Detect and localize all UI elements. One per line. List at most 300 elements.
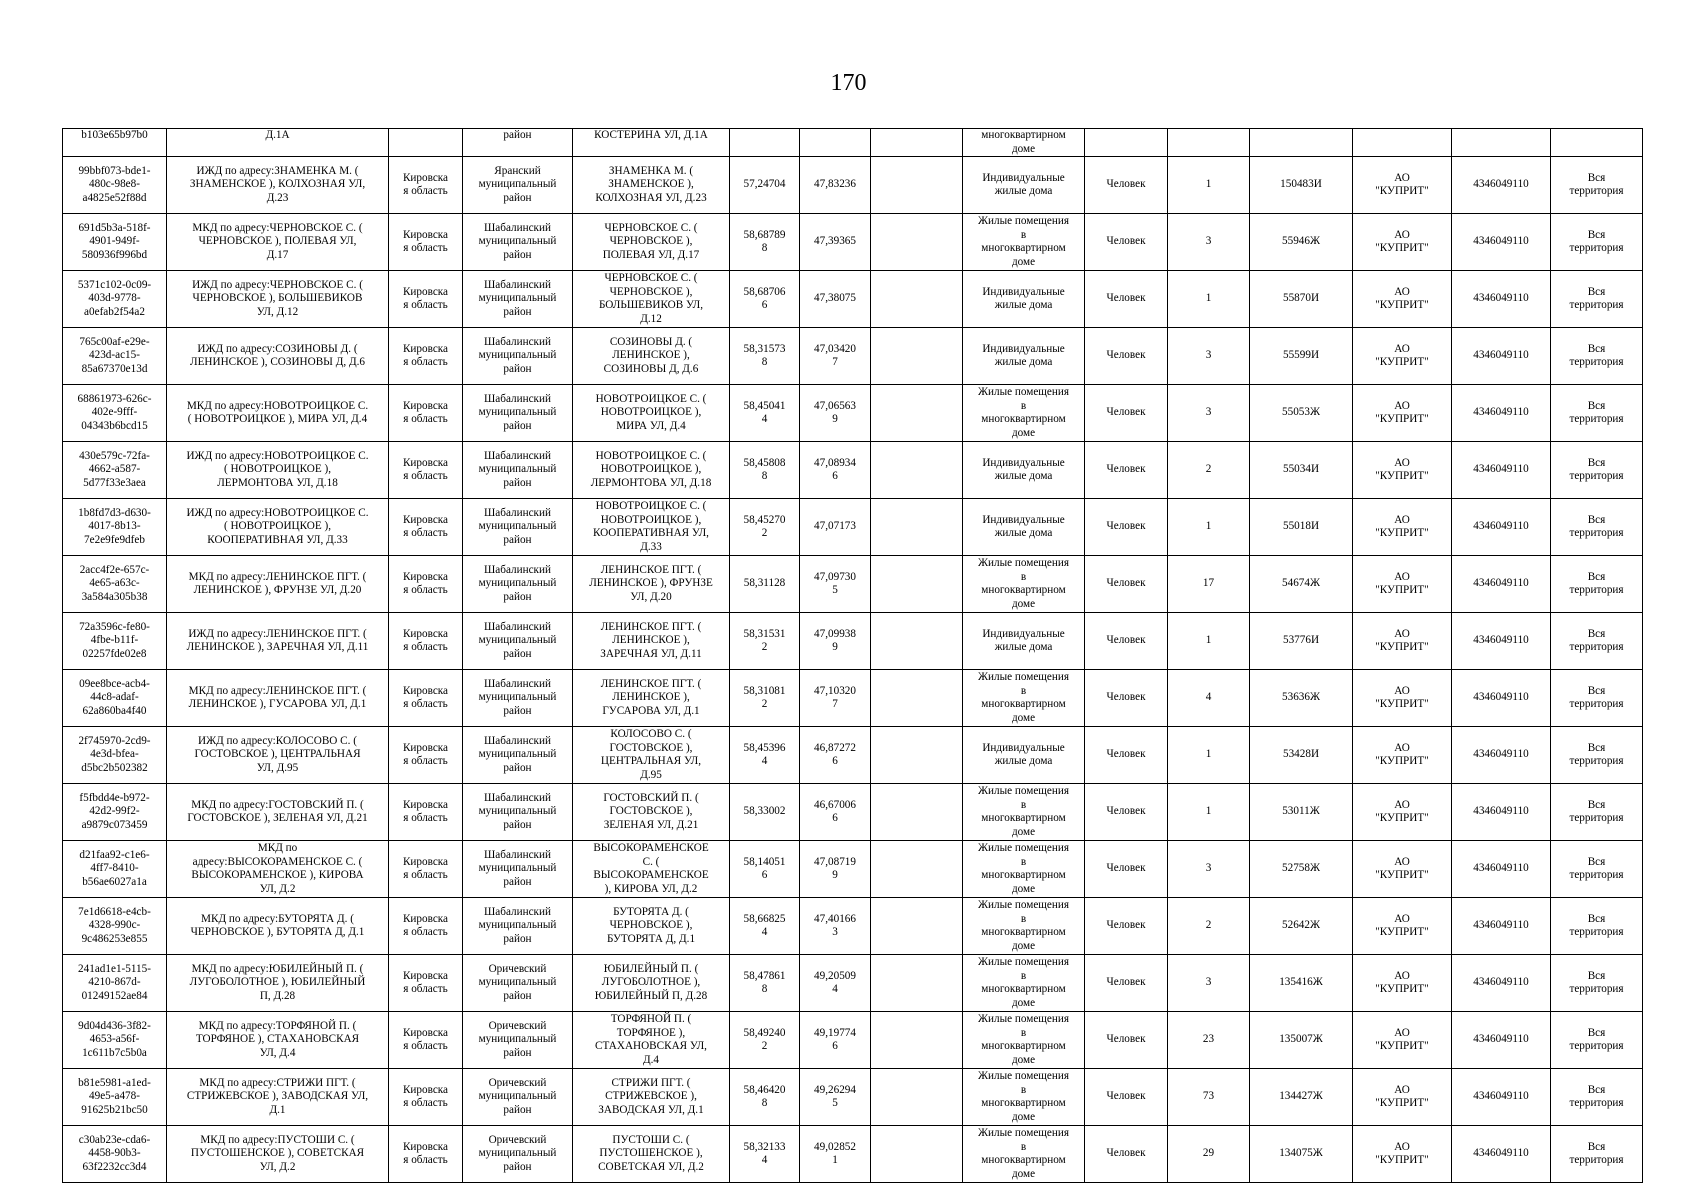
cell-address: ГОСТОВСКИЙ П. ( ГОСТОВСКОЕ ), ЗЕЛЕНАЯ УЛ, Д.21 [573, 784, 730, 841]
cell-organization: АО "КУПРИТ" [1353, 556, 1452, 613]
cell-category: Жилые помещения в многоквартирном доме [963, 1126, 1085, 1183]
cell-longitude: 47,08934 6 [800, 442, 871, 499]
cell-latitude: 57,24704 [730, 157, 800, 214]
cell-empty [871, 1012, 963, 1069]
cell-object-id: 691d5b3a-518f- 4901-949f- 580936f996bd [63, 214, 167, 271]
table-row [63, 955, 1643, 1012]
cell-latitude: 58,32133 4 [730, 1126, 800, 1183]
cell-district: Шабалинский муниципальный район [463, 727, 573, 784]
cell-category: Жилые помещения в многоквартирном доме [963, 1012, 1085, 1069]
cell-address: КОЛОСОВО С. ( ГОСТОВСКОЕ ), ЦЕНТРАЛЬНАЯ УЛ, Д.95 [573, 727, 730, 784]
cell-empty [871, 613, 963, 670]
cell-count: 1 [1168, 727, 1250, 784]
cell-category: Индивидуальные жилые дома [963, 613, 1085, 670]
cell-code: 55053Ж [1250, 385, 1353, 442]
cell-inn: 4346049110 [1452, 955, 1551, 1012]
cell-territory: Вся территория [1551, 499, 1643, 556]
cell-count: 3 [1168, 214, 1250, 271]
cell-latitude: 58,45396 4 [730, 727, 800, 784]
table-row [63, 214, 1643, 271]
cell-region: Кировска я область [389, 727, 463, 784]
cell-object-name: МКД по адресу:ВЫСОКОРАМЕНСКОЕ С. ( ВЫСОКОРАМЕНСКОЕ ), КИРОВА УЛ, Д.2 [167, 841, 389, 898]
cell-object-name: ИЖД по адресу:ЛЕНИНСКОЕ ПГТ. ( ЛЕНИНСКОЕ ), ЗАРЕЧНАЯ УЛ, Д.11 [167, 613, 389, 670]
page-number: 170 [830, 70, 867, 96]
cell-code: 55034И [1250, 442, 1353, 499]
cell-territory: Вся территория [1551, 157, 1643, 214]
cell-category: Жилые помещения в многоквартирном доме [963, 670, 1085, 727]
table-row [63, 613, 1643, 670]
cell-territory: Вся территория [1551, 955, 1643, 1012]
cell-longitude: 47,06563 9 [800, 385, 871, 442]
cell-object-id: 99bbf073-bde1- 480c-98e8- a4825e52f88d [63, 157, 167, 214]
cell-district: Оричевский муниципальный район [463, 955, 573, 1012]
cell-longitude: 46,67006 6 [800, 784, 871, 841]
cell-code [1250, 129, 1353, 157]
cell-unit: Человек [1085, 385, 1168, 442]
cell-region: Кировска я область [389, 157, 463, 214]
cell-inn: 4346049110 [1452, 613, 1551, 670]
cell-count: 1 [1168, 613, 1250, 670]
table-row [63, 499, 1643, 556]
cell-inn: 4346049110 [1452, 328, 1551, 385]
cell-latitude: 58,49240 2 [730, 1012, 800, 1069]
cell-object-id: 2f745970-2cd9- 4e3d-bfea- d5bc2b502382 [63, 727, 167, 784]
cell-object-name: ИЖД по адресу:НОВОТРОИЦКОЕ С. ( НОВОТРОИЦКОЕ ), ЛЕРМОНТОВА УЛ, Д.18 [167, 442, 389, 499]
cell-address: НОВОТРОИЦКОЕ С. ( НОВОТРОИЦКОЕ ), ЛЕРМОНТОВА УЛ, Д.18 [573, 442, 730, 499]
cell-count: 73 [1168, 1069, 1250, 1126]
table-row [63, 385, 1643, 442]
cell-category: Жилые помещения в многоквартирном доме [963, 784, 1085, 841]
cell-empty [871, 727, 963, 784]
cell-object-id: 72a3596c-fe80- 4fbe-b11f- 02257fde02e8 [63, 613, 167, 670]
cell-empty [871, 442, 963, 499]
cell-district: Шабалинский муниципальный район [463, 442, 573, 499]
cell-category: Жилые помещения в многоквартирном доме [963, 841, 1085, 898]
cell-category: Жилые помещения в многоквартирном доме [963, 214, 1085, 271]
cell-latitude: 58,68789 8 [730, 214, 800, 271]
cell-latitude: 58,66825 4 [730, 898, 800, 955]
cell-region: Кировска я область [389, 214, 463, 271]
cell-unit: Человек [1085, 898, 1168, 955]
cell-empty [871, 670, 963, 727]
cell-territory: Вся территория [1551, 898, 1643, 955]
cell-category: Индивидуальные жилые дома [963, 328, 1085, 385]
cell-longitude: 46,87272 6 [800, 727, 871, 784]
cell-territory: Вся территория [1551, 328, 1643, 385]
cell-region: Кировска я область [389, 898, 463, 955]
table-row [63, 898, 1643, 955]
cell-code: 53636Ж [1250, 670, 1353, 727]
cell-latitude: 58,47861 8 [730, 955, 800, 1012]
cell-code: 53776И [1250, 613, 1353, 670]
cell-unit: Человек [1085, 214, 1168, 271]
cell-address: БУТОРЯТА Д. ( ЧЕРНОВСКОЕ ), БУТОРЯТА Д, Д.1 [573, 898, 730, 955]
cell-latitude [730, 129, 800, 157]
cell-address: ВЫСОКОРАМЕНСКОЕ С. ( ВЫСОКОРАМЕНСКОЕ ), КИРОВА УЛ, Д.2 [573, 841, 730, 898]
cell-latitude: 58,45041 4 [730, 385, 800, 442]
cell-empty [871, 556, 963, 613]
cell-unit: Человек [1085, 328, 1168, 385]
cell-address: ЛЕНИНСКОЕ ПГТ. ( ЛЕНИНСКОЕ ), ЗАРЕЧНАЯ УЛ, Д.11 [573, 613, 730, 670]
cell-territory: Вся территория [1551, 1012, 1643, 1069]
cell-object-name: МКД по адресу:ЛЕНИНСКОЕ ПГТ. ( ЛЕНИНСКОЕ ), ФРУНЗЕ УЛ, Д.20 [167, 556, 389, 613]
cell-district: Шабалинский муниципальный район [463, 271, 573, 328]
cell-region: Кировска я область [389, 328, 463, 385]
cell-empty [871, 385, 963, 442]
cell-empty [871, 499, 963, 556]
cell-inn: 4346049110 [1452, 499, 1551, 556]
cell-object-id: 68861973-626c- 402e-9fff- 04343b6bcd15 [63, 385, 167, 442]
cell-code: 55018И [1250, 499, 1353, 556]
cell-address: ЧЕРНОВСКОЕ С. ( ЧЕРНОВСКОЕ ), БОЛЬШЕВИКОВ УЛ, Д.12 [573, 271, 730, 328]
cell-object-id: 5371c102-0c09- 403d-9778- a0efab2f54a2 [63, 271, 167, 328]
cell-object-name: ИЖД по адресу:НОВОТРОИЦКОЕ С. ( НОВОТРОИЦКОЕ ), КООПЕРАТИВНАЯ УЛ, Д.33 [167, 499, 389, 556]
cell-address: ЛЕНИНСКОЕ ПГТ. ( ЛЕНИНСКОЕ ), ГУСАРОВА УЛ, Д.1 [573, 670, 730, 727]
cell-address: СТРИЖИ ПГТ. ( СТРИЖЕВСКОЕ ), ЗАВОДСКАЯ УЛ, Д.1 [573, 1069, 730, 1126]
cell-longitude: 47,10320 7 [800, 670, 871, 727]
cell-organization: АО "КУПРИТ" [1353, 1069, 1452, 1126]
cell-region: Кировска я область [389, 841, 463, 898]
cell-longitude: 47,07173 [800, 499, 871, 556]
cell-count: 3 [1168, 328, 1250, 385]
cell-code: 53428И [1250, 727, 1353, 784]
cell-longitude: 49,19774 6 [800, 1012, 871, 1069]
cell-category: Индивидуальные жилые дома [963, 499, 1085, 556]
table-row [63, 1126, 1643, 1183]
cell-unit: Человек [1085, 1069, 1168, 1126]
cell-organization: АО "КУПРИТ" [1353, 499, 1452, 556]
cell-organization: АО "КУПРИТ" [1353, 955, 1452, 1012]
cell-empty [871, 784, 963, 841]
cell-organization: АО "КУПРИТ" [1353, 784, 1452, 841]
cell-address: НОВОТРОИЦКОЕ С. ( НОВОТРОИЦКОЕ ), КООПЕРАТИВНАЯ УЛ, Д.33 [573, 499, 730, 556]
cell-object-name: МКД по адресу:НОВОТРОИЦКОЕ С. ( НОВОТРОИЦКОЕ ), МИРА УЛ, Д.4 [167, 385, 389, 442]
table-row [63, 841, 1643, 898]
cell-district: Шабалинский муниципальный район [463, 898, 573, 955]
cell-category: многоквартирном доме [963, 129, 1085, 157]
cell-object-id: c30ab23e-cda6- 4458-90b3- 63f2232cc3d4 [63, 1126, 167, 1183]
cell-longitude: 47,09938 9 [800, 613, 871, 670]
cell-count: 23 [1168, 1012, 1250, 1069]
cell-inn: 4346049110 [1452, 271, 1551, 328]
cell-unit: Человек [1085, 499, 1168, 556]
cell-code: 55599И [1250, 328, 1353, 385]
cell-object-id: 7e1d6618-e4cb- 4328-990c- 9c486253e855 [63, 898, 167, 955]
cell-region: Кировска я область [389, 955, 463, 1012]
cell-code: 134075Ж [1250, 1126, 1353, 1183]
cell-address: ТОРФЯНОЙ П. ( ТОРФЯНОЕ ), СТАХАНОВСКАЯ УЛ, Д.4 [573, 1012, 730, 1069]
cell-territory: Вся территория [1551, 1069, 1643, 1126]
cell-organization [1353, 129, 1452, 157]
cell-empty [871, 157, 963, 214]
cell-address: СОЗИНОВЫ Д. ( ЛЕНИНСКОЕ ), СОЗИНОВЫ Д, Д.6 [573, 328, 730, 385]
cell-inn: 4346049110 [1452, 1069, 1551, 1126]
cell-code: 150483И [1250, 157, 1353, 214]
cell-code: 135416Ж [1250, 955, 1353, 1012]
cell-code: 55870И [1250, 271, 1353, 328]
cell-code: 53011Ж [1250, 784, 1353, 841]
cell-object-id: f5fbdd4e-b972- 42d2-99f2- a9879c073459 [63, 784, 167, 841]
cell-empty [871, 955, 963, 1012]
cell-territory: Вся территория [1551, 727, 1643, 784]
cell-district: Шабалинский муниципальный район [463, 670, 573, 727]
table-body [63, 129, 1643, 1183]
cell-address: ЛЕНИНСКОЕ ПГТ. ( ЛЕНИНСКОЕ ), ФРУНЗЕ УЛ, Д.20 [573, 556, 730, 613]
cell-district: Шабалинский муниципальный район [463, 214, 573, 271]
cell-empty [871, 1069, 963, 1126]
cell-inn: 4346049110 [1452, 1126, 1551, 1183]
cell-longitude: 47,03420 7 [800, 328, 871, 385]
cell-district: Шабалинский муниципальный район [463, 556, 573, 613]
cell-district: Шабалинский муниципальный район [463, 499, 573, 556]
cell-unit: Человек [1085, 613, 1168, 670]
cell-region: Кировска я область [389, 385, 463, 442]
cell-object-name: МКД по адресу:ПУСТОШИ С. ( ПУСТОШЕНСКОЕ ), СОВЕТСКАЯ УЛ, Д.2 [167, 1126, 389, 1183]
cell-region: Кировска я область [389, 271, 463, 328]
cell-latitude: 58,31573 8 [730, 328, 800, 385]
cell-longitude: 47,08719 9 [800, 841, 871, 898]
cell-organization: АО "КУПРИТ" [1353, 214, 1452, 271]
cell-object-name: Д.1А [167, 129, 389, 157]
cell-longitude: 47,39365 [800, 214, 871, 271]
cell-territory: Вся территория [1551, 670, 1643, 727]
cell-organization: АО "КУПРИТ" [1353, 157, 1452, 214]
cell-latitude: 58,46420 8 [730, 1069, 800, 1126]
cell-organization: АО "КУПРИТ" [1353, 271, 1452, 328]
cell-territory: Вся территория [1551, 271, 1643, 328]
cell-territory: Вся территория [1551, 841, 1643, 898]
table-row [63, 1069, 1643, 1126]
table-row [63, 442, 1643, 499]
cell-territory: Вся территория [1551, 385, 1643, 442]
cell-region [389, 129, 463, 157]
cell-count [1168, 129, 1250, 157]
cell-longitude: 47,09730 5 [800, 556, 871, 613]
cell-region: Кировска я область [389, 784, 463, 841]
table-row [63, 328, 1643, 385]
cell-code: 55946Ж [1250, 214, 1353, 271]
cell-count: 3 [1168, 841, 1250, 898]
cell-district: Оричевский муниципальный район [463, 1012, 573, 1069]
cell-code: 52642Ж [1250, 898, 1353, 955]
cell-category: Жилые помещения в многоквартирном доме [963, 898, 1085, 955]
cell-organization: АО "КУПРИТ" [1353, 328, 1452, 385]
cell-inn: 4346049110 [1452, 157, 1551, 214]
cell-count: 4 [1168, 670, 1250, 727]
table-row [63, 1012, 1643, 1069]
cell-count: 1 [1168, 271, 1250, 328]
cell-inn: 4346049110 [1452, 670, 1551, 727]
cell-object-name: МКД по адресу:БУТОРЯТА Д. ( ЧЕРНОВСКОЕ ), БУТОРЯТА Д, Д.1 [167, 898, 389, 955]
cell-object-name: МКД по адресу:ЛЕНИНСКОЕ ПГТ. ( ЛЕНИНСКОЕ ), ГУСАРОВА УЛ, Д.1 [167, 670, 389, 727]
cell-district: Шабалинский муниципальный район [463, 328, 573, 385]
cell-object-id: 241ad1e1-5115- 4210-867d- 01249152ae84 [63, 955, 167, 1012]
cell-inn: 4346049110 [1452, 1012, 1551, 1069]
cell-object-id: 765c00af-e29e- 423d-ac15- 85a67370e13d [63, 328, 167, 385]
cell-district: Шабалинский муниципальный район [463, 784, 573, 841]
cell-count: 1 [1168, 784, 1250, 841]
cell-object-id: 09ee8bce-acb4- 44c8-adaf- 62a860ba4f40 [63, 670, 167, 727]
cell-unit: Человек [1085, 955, 1168, 1012]
cell-object-name: МКД по адресу:СТРИЖИ ПГТ. ( СТРИЖЕВСКОЕ ), ЗАВОДСКАЯ УЛ, Д.1 [167, 1069, 389, 1126]
cell-region: Кировска я область [389, 613, 463, 670]
cell-address: НОВОТРОИЦКОЕ С. ( НОВОТРОИЦКОЕ ), МИРА УЛ, Д.4 [573, 385, 730, 442]
cell-address: ЧЕРНОВСКОЕ С. ( ЧЕРНОВСКОЕ ), ПОЛЕВАЯ УЛ, Д.17 [573, 214, 730, 271]
cell-organization: АО "КУПРИТ" [1353, 1012, 1452, 1069]
cell-address: ЮБИЛЕЙНЫЙ П. ( ЛУГОБОЛОТНОЕ ), ЮБИЛЕЙНЫЙ П, Д.28 [573, 955, 730, 1012]
cell-organization: АО "КУПРИТ" [1353, 841, 1452, 898]
cell-unit: Человек [1085, 442, 1168, 499]
cell-object-name: ИЖД по адресу:ЗНАМЕНКА М. ( ЗНАМЕНСКОЕ ), КОЛХОЗНАЯ УЛ, Д.23 [167, 157, 389, 214]
cell-object-id: 430e579c-72fa- 4662-a587- 5d77f33e3aea [63, 442, 167, 499]
table-row [63, 157, 1643, 214]
cell-count: 1 [1168, 499, 1250, 556]
cell-empty [871, 1126, 963, 1183]
cell-district: Оричевский муниципальный район [463, 1069, 573, 1126]
cell-category: Индивидуальные жилые дома [963, 271, 1085, 328]
cell-latitude: 58,14051 6 [730, 841, 800, 898]
cell-object-id: 9d04d436-3f82- 4653-a56f- 1c611b7c5b0a [63, 1012, 167, 1069]
cell-district: Шабалинский муниципальный район [463, 613, 573, 670]
cell-object-id: d21faa92-c1e6- 4ff7-8410- b56ae6027a1a [63, 841, 167, 898]
cell-empty [871, 129, 963, 157]
cell-district: Шабалинский муниципальный район [463, 385, 573, 442]
cell-longitude [800, 129, 871, 157]
cell-inn [1452, 129, 1551, 157]
table-row [63, 129, 1643, 157]
cell-organization: АО "КУПРИТ" [1353, 385, 1452, 442]
cell-organization: АО "КУПРИТ" [1353, 442, 1452, 499]
cell-category: Жилые помещения в многоквартирном доме [963, 385, 1085, 442]
table-row [63, 784, 1643, 841]
cell-unit: Человек [1085, 271, 1168, 328]
cell-count: 17 [1168, 556, 1250, 613]
cell-organization: АО "КУПРИТ" [1353, 727, 1452, 784]
cell-address: ЗНАМЕНКА М. ( ЗНАМЕНСКОЕ ), КОЛХОЗНАЯ УЛ, Д.23 [573, 157, 730, 214]
cell-longitude: 49,20509 4 [800, 955, 871, 1012]
cell-district: район [463, 129, 573, 157]
cell-count: 1 [1168, 157, 1250, 214]
cell-unit: Человек [1085, 670, 1168, 727]
cell-unit: Человек [1085, 1012, 1168, 1069]
cell-category: Индивидуальные жилые дома [963, 727, 1085, 784]
cell-code: 135007Ж [1250, 1012, 1353, 1069]
cell-unit: Человек [1085, 727, 1168, 784]
cell-territory: Вся территория [1551, 613, 1643, 670]
cell-territory: Вся территория [1551, 214, 1643, 271]
table-row [63, 271, 1643, 328]
cell-count: 2 [1168, 442, 1250, 499]
cell-region: Кировска я область [389, 556, 463, 613]
cell-empty [871, 841, 963, 898]
cell-latitude: 58,31531 2 [730, 613, 800, 670]
cell-territory: Вся территория [1551, 442, 1643, 499]
cell-territory [1551, 129, 1643, 157]
cell-address: ПУСТОШИ С. ( ПУСТОШЕНСКОЕ ), СОВЕТСКАЯ УЛ, Д.2 [573, 1126, 730, 1183]
cell-region: Кировска я область [389, 1126, 463, 1183]
cell-inn: 4346049110 [1452, 556, 1551, 613]
cell-category: Жилые помещения в многоквартирном доме [963, 556, 1085, 613]
cell-inn: 4346049110 [1452, 841, 1551, 898]
cell-organization: АО "КУПРИТ" [1353, 670, 1452, 727]
cell-longitude: 49,26294 5 [800, 1069, 871, 1126]
cell-latitude: 58,31128 [730, 556, 800, 613]
cell-inn: 4346049110 [1452, 898, 1551, 955]
cell-longitude: 47,40166 3 [800, 898, 871, 955]
cell-code: 134427Ж [1250, 1069, 1353, 1126]
cell-object-name: МКД по адресу:ГОСТОВСКИЙ П. ( ГОСТОВСКОЕ ), ЗЕЛЕНАЯ УЛ, Д.21 [167, 784, 389, 841]
cell-empty [871, 214, 963, 271]
cell-object-id: 1b8fd7d3-d630- 4017-8b13- 7e2e9fe9dfeb [63, 499, 167, 556]
cell-unit: Человек [1085, 157, 1168, 214]
cell-count: 3 [1168, 955, 1250, 1012]
cell-address: КОСТЕРИНА УЛ, Д.1А [573, 129, 730, 157]
cell-unit: Человек [1085, 841, 1168, 898]
cell-latitude: 58,45808 8 [730, 442, 800, 499]
cell-code: 54674Ж [1250, 556, 1353, 613]
cell-inn: 4346049110 [1452, 214, 1551, 271]
cell-object-name: ИЖД по адресу:КОЛОСОВО С. ( ГОСТОВСКОЕ ), ЦЕНТРАЛЬНАЯ УЛ, Д.95 [167, 727, 389, 784]
cell-object-id: 2acc4f2e-657c- 4e65-a63c- 3a584a305b38 [63, 556, 167, 613]
cell-unit [1085, 129, 1168, 157]
cell-unit: Человек [1085, 1126, 1168, 1183]
cell-count: 29 [1168, 1126, 1250, 1183]
cell-region: Кировска я область [389, 1069, 463, 1126]
cell-code: 52758Ж [1250, 841, 1353, 898]
cell-district: Оричевский муниципальный район [463, 1126, 573, 1183]
cell-latitude: 58,45270 2 [730, 499, 800, 556]
cell-empty [871, 898, 963, 955]
cell-object-name: МКД по адресу:ЮБИЛЕЙНЫЙ П. ( ЛУГОБОЛОТНОЕ ), ЮБИЛЕЙНЫЙ П, Д.28 [167, 955, 389, 1012]
cell-object-name: ИЖД по адресу:СОЗИНОВЫ Д. ( ЛЕНИНСКОЕ ), СОЗИНОВЫ Д, Д.6 [167, 328, 389, 385]
cell-object-name: ИЖД по адресу:ЧЕРНОВСКОЕ С. ( ЧЕРНОВСКОЕ ), БОЛЬШЕВИКОВ УЛ, Д.12 [167, 271, 389, 328]
cell-object-name: МКД по адресу:ЧЕРНОВСКОЕ С. ( ЧЕРНОВСКОЕ ), ПОЛЕВАЯ УЛ, Д.17 [167, 214, 389, 271]
cell-region: Кировска я область [389, 1012, 463, 1069]
cell-latitude: 58,33002 [730, 784, 800, 841]
cell-count: 3 [1168, 385, 1250, 442]
table-row [63, 727, 1643, 784]
cell-territory: Вся территория [1551, 1126, 1643, 1183]
cell-inn: 4346049110 [1452, 784, 1551, 841]
cell-object-id: b81e5981-a1ed- 49e5-a478- 91625b21bc50 [63, 1069, 167, 1126]
cell-inn: 4346049110 [1452, 385, 1551, 442]
cell-territory: Вся территория [1551, 784, 1643, 841]
cell-longitude: 49,02852 1 [800, 1126, 871, 1183]
cell-inn: 4346049110 [1452, 727, 1551, 784]
cell-district: Яранский муниципальный район [463, 157, 573, 214]
cell-category: Индивидуальные жилые дома [963, 157, 1085, 214]
cell-longitude: 47,83236 [800, 157, 871, 214]
cell-organization: АО "КУПРИТ" [1353, 1126, 1452, 1183]
cell-region: Кировска я область [389, 442, 463, 499]
cell-region: Кировска я область [389, 670, 463, 727]
cell-unit: Человек [1085, 784, 1168, 841]
table-row [63, 556, 1643, 613]
registry-table [62, 128, 1643, 1183]
cell-object-id: b103e65b97b0 [63, 129, 167, 157]
cell-empty [871, 328, 963, 385]
cell-category: Жилые помещения в многоквартирном доме [963, 1069, 1085, 1126]
cell-count: 2 [1168, 898, 1250, 955]
cell-longitude: 47,38075 [800, 271, 871, 328]
cell-region: Кировска я область [389, 499, 463, 556]
cell-inn: 4346049110 [1452, 442, 1551, 499]
cell-empty [871, 271, 963, 328]
cell-organization: АО "КУПРИТ" [1353, 613, 1452, 670]
cell-organization: АО "КУПРИТ" [1353, 898, 1452, 955]
cell-object-name: МКД по адресу:ТОРФЯНОЙ П. ( ТОРФЯНОЕ ), СТАХАНОВСКАЯ УЛ, Д.4 [167, 1012, 389, 1069]
cell-category: Жилые помещения в многоквартирном доме [963, 955, 1085, 1012]
